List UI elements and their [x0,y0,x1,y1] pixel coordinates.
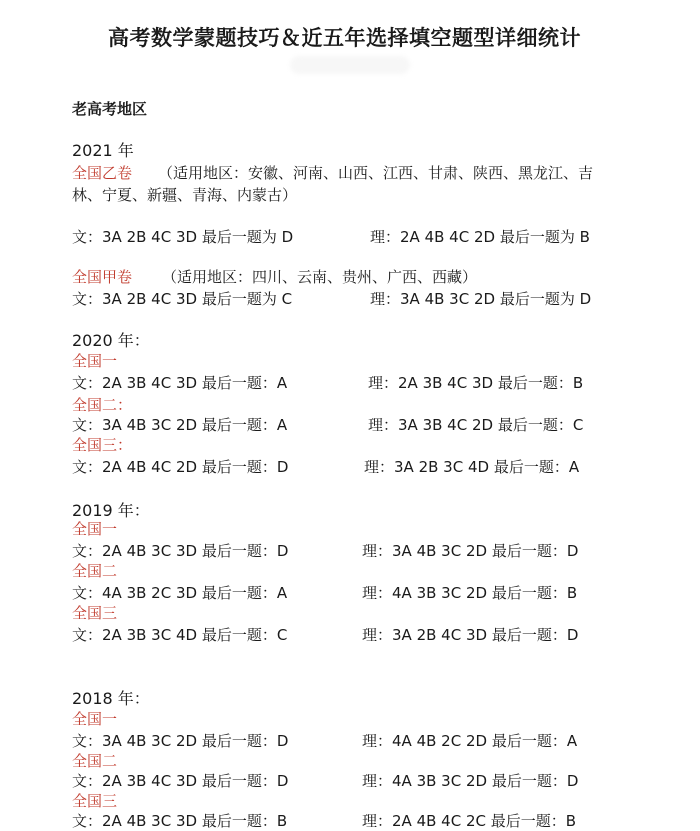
paper-2021-yi-name: 全国乙卷 [72,164,133,182]
paper-2020-2-wen: 文：3A 4B 3C 2D 最后一题：A [72,416,288,434]
paper-2019-2-wen: 文：4A 3B 2C 3D 最后一题：A [72,584,288,602]
region-heading: 老高考地区 [72,100,148,118]
paper-2020-1-wen: 文：2A 3B 4C 3D 最后一题：A [72,374,288,392]
paper-2019-3-name: 全国三 [72,604,118,622]
paper-2020-3-wen: 文：2A 4B 4C 2D 最后一题：D [72,458,289,476]
paper-2020-3-name: 全国三： [72,436,133,454]
paper-2021-jia-name: 全国甲卷 [72,268,133,286]
paper-2018-1-wen: 文：3A 4B 3C 2D 最后一题：D [72,732,289,750]
paper-2018-2-name: 全国二 [72,752,118,770]
faded-watermark [290,56,410,74]
page-title: 高考数学蒙题技巧＆近五年选择填空题型详细统计 [108,26,581,50]
paper-2019-3-wen: 文：2A 3B 3C 4D 最后一题：C [72,626,288,644]
paper-2021-jia-note: （适用地区：四川、云南、贵州、广西、西藏） [162,268,478,286]
paper-2018-2-li: 理：4A 3B 3C 2D 最后一题：D [362,772,579,790]
paper-2020-1-name: 全国一 [72,352,118,370]
paper-2021-jia-li: 理：3A 4B 3C 2D 最后一题为 D [370,290,592,308]
paper-2020-1-li: 理：2A 3B 4C 3D 最后一题：B [368,374,584,392]
paper-2018-3-name: 全国三 [72,792,118,810]
paper-2021-yi-li: 理：2A 4B 4C 2D 最后一题为 B [370,228,590,246]
year-2020-heading: 2020 年： [72,331,150,350]
paper-2018-1-li: 理：4A 4B 2C 2D 最后一题：A [362,732,578,750]
paper-2018-3-li: 理：2A 4B 4C 2C 最后一题：B [362,812,577,830]
paper-2020-2-name: 全国二： [72,396,133,414]
paper-2021-yi-note-line2: 林、宁夏、新疆、青海、内蒙古） [72,186,298,204]
year-2018-heading: 2018 年： [72,689,150,708]
paper-2021-yi-wen: 文：3A 2B 4C 3D 最后一题为 D [72,228,294,246]
paper-2018-2-wen: 文：2A 3B 4C 3D 最后一题：D [72,772,289,790]
paper-2019-1-wen: 文：2A 4B 3C 3D 最后一题：D [72,542,289,560]
paper-2019-1-li: 理：3A 4B 3C 2D 最后一题：D [362,542,579,560]
paper-2021-jia-wen: 文：3A 2B 4C 3D 最后一题为 C [72,290,293,308]
paper-2021-yi-note-line1: （适用地区：安徽、河南、山西、江西、甘肃、陕西、黑龙江、吉 [158,164,594,182]
year-2021-heading: 2021 年 [72,141,134,160]
paper-2018-1-name: 全国一 [72,710,118,728]
paper-2019-3-li: 理：3A 2B 4C 3D 最后一题：D [362,626,579,644]
paper-2019-1-name: 全国一 [72,520,118,538]
paper-2018-3-wen: 文：2A 4B 3C 3D 最后一题：B [72,812,288,830]
paper-2019-2-li: 理：4A 3B 3C 2D 最后一题：B [362,584,578,602]
paper-2020-3-li: 理：3A 2B 3C 4D 最后一题：A [364,458,580,476]
paper-2020-2-li: 理：3A 3B 4C 2D 最后一题：C [368,416,584,434]
year-2019-heading: 2019 年： [72,501,150,520]
paper-2019-2-name: 全国二 [72,562,118,580]
